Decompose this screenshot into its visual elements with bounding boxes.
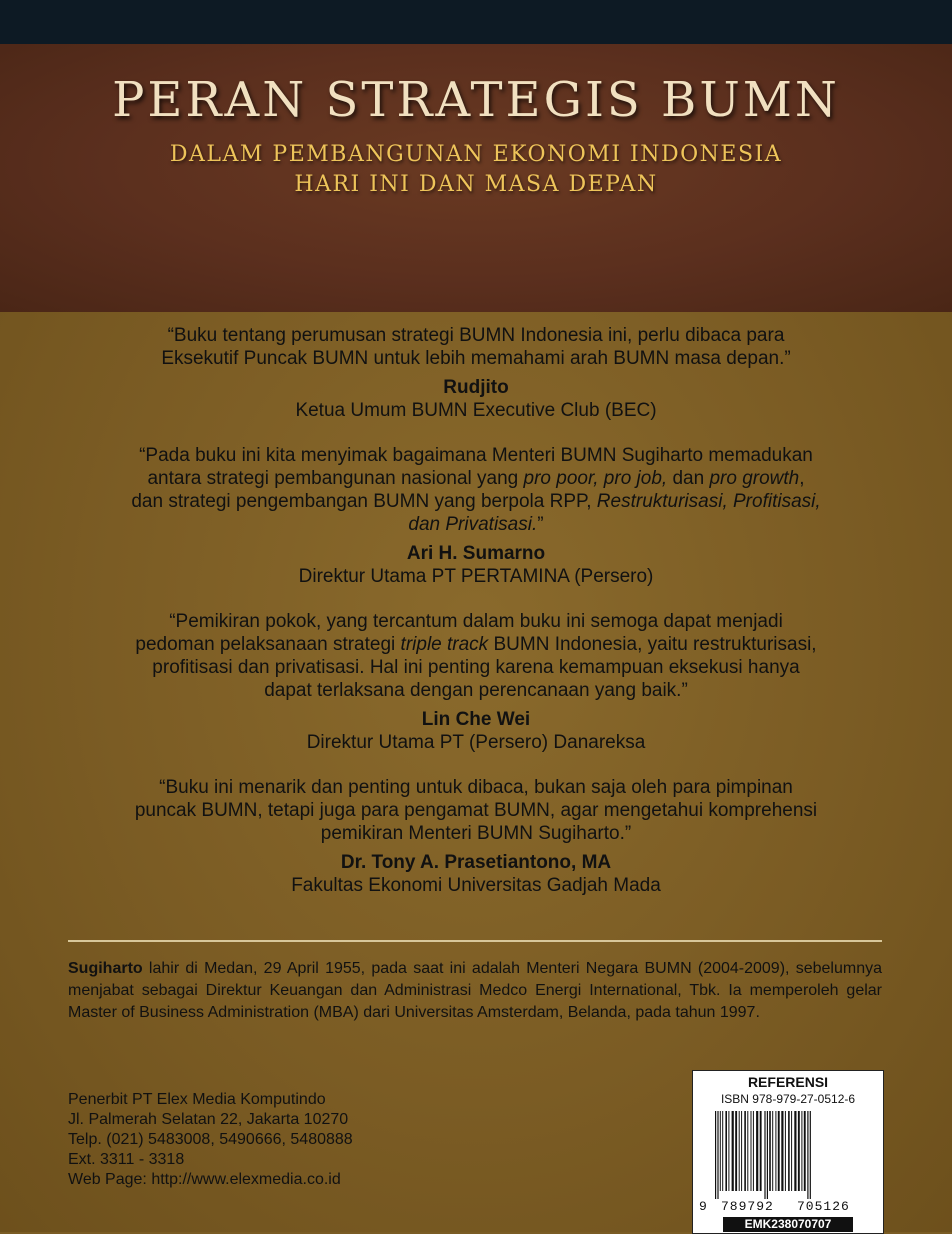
publisher-phone: Telp. (021) 5483008, 5490666, 5480888 <box>68 1131 353 1148</box>
quote-text: antara strategi pembangunan nasional yang <box>147 468 524 489</box>
barcode-bar <box>739 1111 740 1191</box>
quote-text: dan <box>667 468 710 489</box>
barcode-label: REFERENSI <box>747 1074 829 1090</box>
endorsement <box>60 776 892 897</box>
top-bar <box>0 0 952 44</box>
barcode-bar <box>810 1111 811 1199</box>
quote-line <box>60 633 892 656</box>
quote-text: ” <box>537 514 544 535</box>
barcode-bar <box>775 1111 776 1191</box>
barcode-bar <box>753 1111 754 1191</box>
quote-text: dan strategi pengembangan BUMN yang berpola RPP, <box>131 491 597 512</box>
barcode-bar <box>756 1111 758 1191</box>
barcode-bar <box>769 1111 771 1191</box>
endorsement <box>60 324 892 422</box>
endorser-name: Rudjito <box>443 377 509 398</box>
quote-line <box>60 513 892 536</box>
endorser-role: Ketua Umum BUMN Executive Club (BEC) <box>295 400 657 421</box>
quote-text: , <box>799 468 805 489</box>
barcode-bar <box>720 1111 721 1191</box>
barcode-bar <box>722 1111 723 1191</box>
barcode-bar <box>778 1111 780 1191</box>
barcode-bar <box>801 1111 802 1191</box>
barcode-bar <box>741 1111 742 1191</box>
endorser-name: Lin Che Wei <box>421 709 531 730</box>
book-subtitle-line1: DALAM PEMBANGUNAN EKONOMI INDONESIA <box>169 142 783 167</box>
bio-name: Sugiharto <box>68 960 143 977</box>
quote-italic: Restrukturisasi, Profitisasi, <box>596 491 821 512</box>
quote-italic: dan Privatisasi. <box>408 514 538 535</box>
barcode-bar <box>715 1111 716 1199</box>
quote-line: “Pemikiran pokok, yang tercantum dalam buku ini semoga dapat menjadi <box>169 611 783 632</box>
barcode-bar <box>785 1111 786 1191</box>
publisher-ext: Ext. 3311 - 3318 <box>68 1151 185 1168</box>
quote-line: profitisasi dan privatisasi. Hal ini penting karena kemampuan eksekusi hanya <box>152 657 800 678</box>
barcode-bar <box>764 1111 765 1199</box>
barcode-bar <box>744 1111 746 1191</box>
barcode-bar <box>807 1111 808 1199</box>
isbn-text: ISBN 978-979-27-0512-6 <box>720 1092 856 1106</box>
barcode-bar <box>798 1111 800 1191</box>
barcode-bar <box>747 1111 748 1191</box>
barcode-bar <box>788 1111 790 1191</box>
publisher-address: Jl. Palmerah Selatan 22, Jakarta 10270 <box>68 1111 349 1128</box>
barcode-bar <box>735 1111 737 1191</box>
book-title: PERAN STRATEGIS BUMN <box>112 72 840 128</box>
quote-line: Eksekutif Puncak BUMN untuk lebih memahami arah BUMN masa depan.” <box>161 348 791 369</box>
quote-text: BUMN Indonesia, yaitu restrukturisasi, <box>488 634 817 655</box>
barcode-bar <box>781 1111 783 1191</box>
publisher-web: Web Page: http://www.elexmedia.co.id <box>68 1171 341 1188</box>
endorser-name: Dr. Tony A. Prasetiantono, MA <box>340 852 612 873</box>
author-bio <box>68 958 882 1024</box>
quote-line: “Pada buku ini kita menyimak bagaimana Menteri BUMN Sugiharto memadukan <box>139 445 813 466</box>
barcode-bar <box>767 1111 768 1199</box>
quote-line: puncak BUMN, tetapi juga para pengamat BUMN, agar mengetahui komprehensi <box>134 800 818 821</box>
product-code: EMK238070707 <box>723 1217 853 1232</box>
endorser-name: Ari H. Sumarno <box>406 543 546 564</box>
quote-text: pedoman pelaksanaan strategi <box>135 634 401 655</box>
endorsements <box>60 324 892 919</box>
barcode-bar <box>732 1111 734 1191</box>
quote-line: pemikiran Menteri BUMN Sugiharto.” <box>320 823 632 844</box>
barcode-digits-right: 705126 <box>797 1199 850 1214</box>
quote-line: dapat terlaksana dengan perencanaan yang baik.” <box>264 680 688 701</box>
quote-line: “Buku tentang perumusan strategi BUMN Indonesia ini, perlu dibaca para <box>167 325 785 346</box>
endorsement <box>60 444 892 588</box>
barcode-bar <box>791 1111 792 1191</box>
quote-italic: triple track <box>400 634 489 655</box>
barcode-bar <box>760 1111 762 1191</box>
quote-line: “Buku ini menarik dan penting untuk dibaca, bukan saja oleh para pimpinan <box>159 777 793 798</box>
barcode-bars <box>713 1111 863 1199</box>
publisher-name: Penerbit PT Elex Media Komputindo <box>68 1091 326 1108</box>
endorser-role: Fakultas Ekonomi Universitas Gadjah Mada <box>291 875 661 896</box>
barcode-digit-lead: 9 <box>699 1199 707 1214</box>
barcode-bar <box>804 1111 806 1191</box>
barcode-box <box>692 1070 884 1234</box>
quote-italic: pro growth <box>709 468 800 489</box>
barcode-bar <box>751 1111 752 1191</box>
barcode-digits-left: 789792 <box>721 1199 774 1214</box>
quote-line <box>60 490 892 513</box>
bio-text: lahir di Medan, 29 April 1955, pada saat ini adalah Menteri Negara BUMN (2004-2009), sebelumnya menjabat sebagai Direktur Keuangan dan Administrasi Medco Energi International, Tbk. Ia memperoleh gelar Master of Business Administration (MBA) dari Universitas Amsterdam, Belanda, pada tahun 1997. <box>68 960 882 1021</box>
barcode-bar <box>728 1111 729 1191</box>
divider <box>68 940 882 942</box>
endorser-role: Direktur Utama PT PERTAMINA (Persero) <box>298 566 654 587</box>
barcode-bar <box>794 1111 796 1191</box>
barcode-bar <box>725 1111 727 1191</box>
barcode-bar <box>772 1111 773 1191</box>
endorser-role: Direktur Utama PT (Persero) Danareksa <box>306 732 646 753</box>
barcode-bar <box>717 1111 718 1199</box>
quote-line <box>60 467 892 490</box>
publisher-info <box>68 1090 353 1190</box>
quote-italic: pro poor, pro job, <box>523 468 668 489</box>
endorsement <box>60 610 892 754</box>
book-subtitle-line2: HARI INI DAN MASA DEPAN <box>294 172 658 197</box>
